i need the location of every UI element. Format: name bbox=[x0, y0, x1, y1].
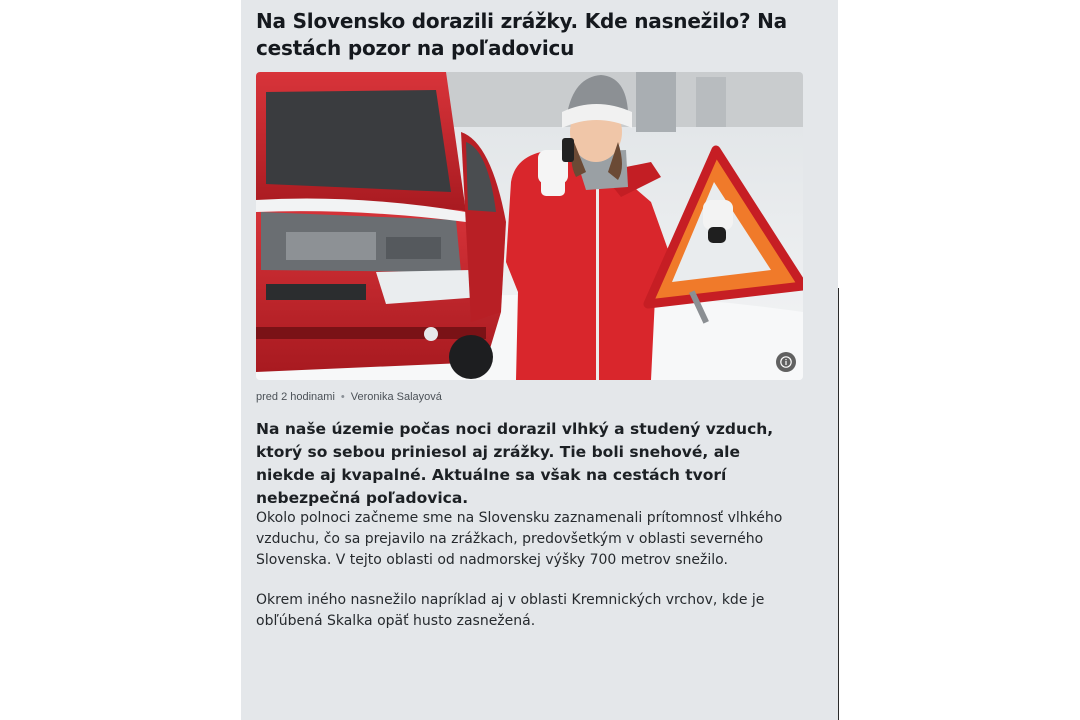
article-paragraph: Okolo polnoci začneme sme na Slovensku zaznamenali prítomnosť vlhkého vzduchu, čo sa prejavilo na zrážkach, predovšetkým v oblasti severného Slovenska. V tejto oblasti od nadmorskej výšky 700 metrov snežilo. bbox=[256, 510, 783, 568]
article-column bbox=[241, 0, 838, 720]
article-title: Na Slovensko dorazili zrážky. Kde nasnežilo? Na cestách pozor na poľadovicu bbox=[256, 9, 787, 60]
meta-separator: • bbox=[340, 391, 345, 403]
scrollbar-edge bbox=[838, 288, 839, 720]
article-lead: Na naše územie počas noci dorazil vlhký a studený vzduch, ktorý so sebou priniesol aj zrážky. Tie boli snehové, ale niekde aj kvapalné. Aktuálne sa však na cestách tvorí nebezpečná poľadovica. bbox=[256, 420, 774, 507]
publish-time: pred 2 hodinami bbox=[256, 391, 335, 403]
hero-illustration bbox=[256, 72, 803, 380]
image-info-button[interactable] bbox=[776, 352, 796, 372]
info-icon bbox=[780, 356, 792, 368]
article-hero-image bbox=[256, 72, 803, 380]
article-paragraph: Okrem iného nasnežilo napríklad aj v oblasti Kremnických vrchov, kde je obľúbená Skalka opäť husto zasnežená. bbox=[256, 592, 765, 629]
author-name[interactable]: Veronika Salayová bbox=[350, 391, 442, 403]
article-meta bbox=[256, 391, 442, 403]
